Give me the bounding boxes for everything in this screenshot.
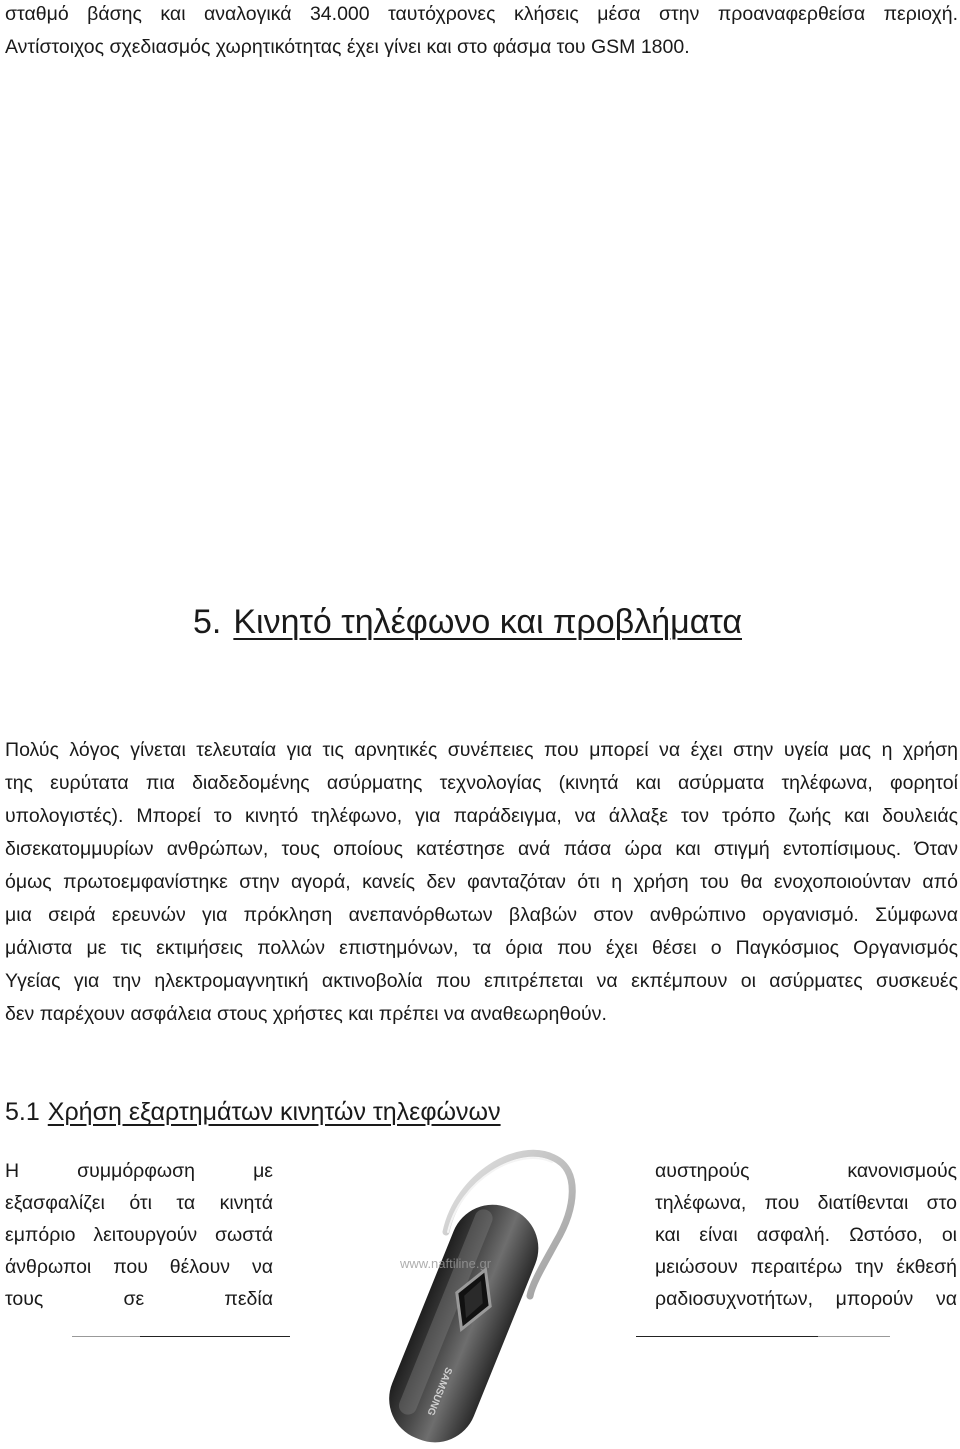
left-column-rule-light xyxy=(72,1336,144,1337)
section-5-1-title: Χρήση εξαρτημάτων κινητών τηλεφώνων xyxy=(47,1098,501,1126)
paragraph-line: της ευρύτατα πια διαδεδομένης ασύρματης τεχνολογίας (κινητά και ασύρματα τηλέφωνα, φορητοί xyxy=(5,772,958,794)
section-5-title: Κινητό τηλέφωνο και προβλήματα xyxy=(233,603,742,641)
section-5-number: 5. xyxy=(193,603,222,641)
paragraph-line: όμως πρωτοεμφανίστηκε στην αγορά, κανείς δεν φανταζόταν ότι η χρήση του θα ενοχοποιούνταν από xyxy=(5,871,958,893)
right-column-rule xyxy=(636,1336,821,1337)
paragraph-line: υπολογιστές). Μπορεί το κινητό τηλέφωνο, για παράδειγμα, να άλλαξε τον τρόπο ζωής και δουλειάς xyxy=(5,805,958,827)
paragraph-line: Υγείας για την ηλεκτρομαγνητική ακτινοβολία που επιτρέπεται να εκπέμπουν οι ασύρματες συσκευές xyxy=(5,970,958,992)
right-column-line: και είναι ασφαλή. Ωστόσο, οι xyxy=(655,1224,957,1246)
right-column-line: μειώσουν περαιτέρω την έκθεσή xyxy=(655,1256,957,1278)
paragraph-line: δεν παρέχουν ασφάλεια στους χρήστες και πρέπει να αναθεωρηθούν. xyxy=(5,1003,607,1025)
paragraph-line: Πολύς λόγος γίνεται τελευταία για τις αρνητικές συνέπειες που μπορεί να έχει στην υγεία μας η χρήση xyxy=(5,739,958,761)
left-column-line: άνθρωποι που θέλουν να xyxy=(5,1256,273,1278)
bluetooth-headset-drawing xyxy=(318,1146,630,1444)
watermark-text: www.naftiline.gr xyxy=(400,1256,492,1271)
left-column-line: Η συμμόρφωση με xyxy=(5,1160,273,1182)
paragraph-line: δισεκατομμυρίων ανθρώπων, τους οποίους κατέστησε ανά πάσα ώρα και στιγμή εντοπίσιμους. Όταν xyxy=(5,838,958,860)
brand-label: SAMSUNG xyxy=(424,1365,454,1418)
paragraph-line: μια σειρά ερευνών για πρόκληση ανεπανόρθωτων βλαβών στον ανθρώπινο οργανισμό. Σύμφωνα xyxy=(5,904,958,926)
right-column-line: αυστηρούς κανονισμούς xyxy=(655,1160,957,1182)
section-5-heading xyxy=(193,600,742,644)
section-5-1-number: 5.1 xyxy=(5,1098,40,1126)
text-line-top-1: σταθμό βάσης και αναλογικά 34.000 ταυτόχρονες κλήσεις μέσα στην προαναφερθείσα περιοχή. xyxy=(5,3,958,25)
left-column-line: εμπόριο λειτουργούν σωστά xyxy=(5,1224,273,1246)
text-line-top-2: Αντίστοιχος σχεδιασμός χωρητικότητας έχει γίνει και στο φάσμα του GSM 1800. xyxy=(5,36,690,58)
right-column-rule-light xyxy=(818,1336,890,1337)
right-column-line: ραδιοσυχνοτήτων, μπορούν να xyxy=(655,1288,957,1310)
paragraph-line: μάλιστα με τις εκτιμήσεις πολλών επιστημόνων, τα όρια που έχει θέσει ο Παγκόσμιος Οργανισμός xyxy=(5,937,958,959)
left-column-rule xyxy=(140,1336,290,1337)
bluetooth-headset-image xyxy=(318,1146,630,1444)
left-column-line: τους σε πεδία xyxy=(5,1288,273,1310)
right-column-line: τηλέφωνα, που διατίθενται στο xyxy=(655,1192,957,1214)
left-column-line: εξασφαλίζει ότι τα κινητά xyxy=(5,1192,273,1214)
section-5-1-heading xyxy=(5,1094,501,1130)
